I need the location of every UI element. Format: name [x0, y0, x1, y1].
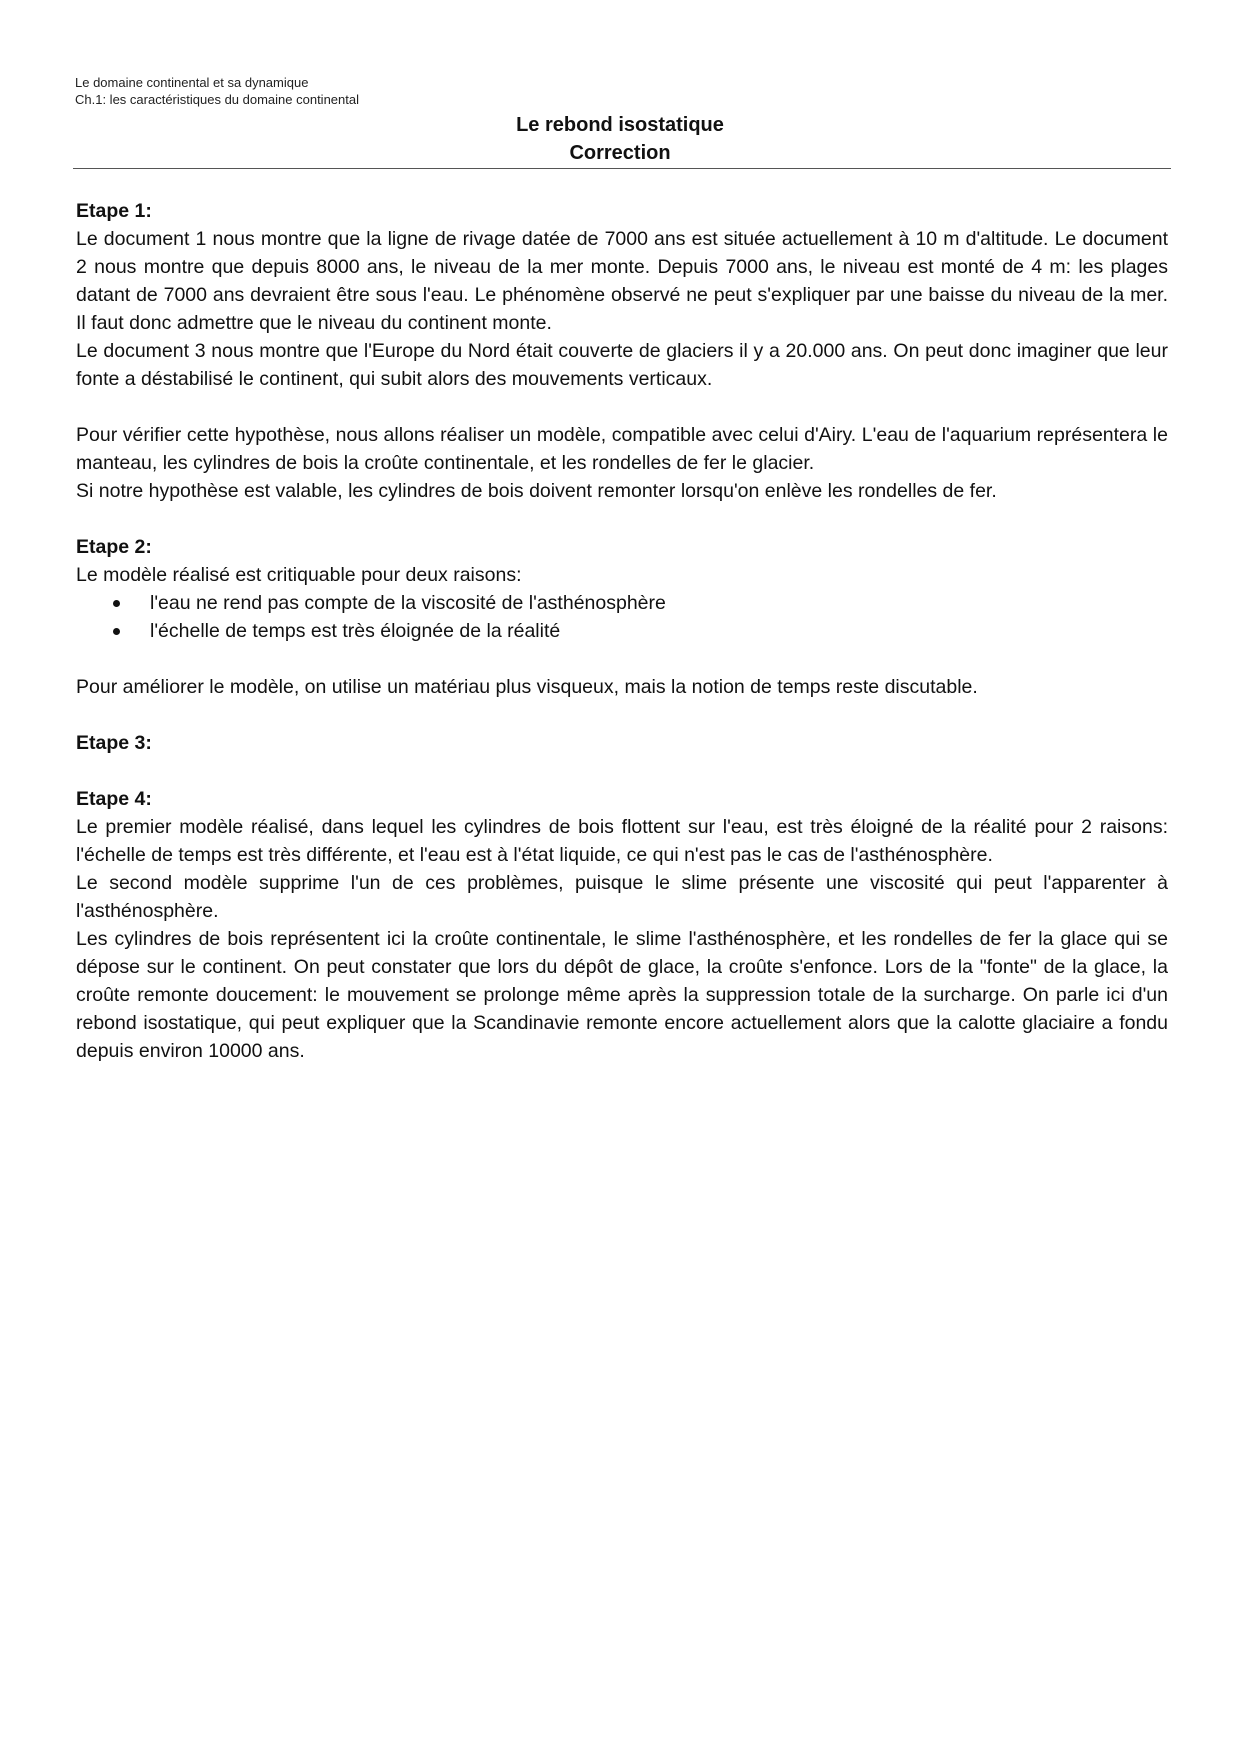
section-etape-2 [76, 533, 1168, 701]
paragraph: Si notre hypothèse est valable, les cylindres de bois doivent remonter lorsqu'on enlève les rondelles de fer. [76, 480, 997, 502]
paragraph: Le second modèle supprime l'un de ces problèmes, puisque le slime présente une viscosité qui peut l'apparenter à l'asthénosphère. [76, 872, 1168, 922]
bullet-icon [113, 628, 120, 635]
list-item [76, 617, 1168, 645]
header-chapter-title: Ch.1: les caractéristiques du domaine continental [75, 92, 359, 107]
header-course-title: Le domaine continental et sa dynamique [75, 75, 309, 90]
bullet-list [76, 589, 1168, 645]
document-header [75, 74, 359, 108]
paragraph: Le modèle réalisé est critiquable pour deux raisons: [76, 564, 522, 586]
paragraph: Le document 1 nous montre que la ligne de rivage datée de 7000 ans est située actuellement à 10 m d'altitude. Le document 2 nous montre que depuis 8000 ans, le niveau de la mer monte. Depuis 7000 ans, le niveau est monté de 4 m: les plages datant de 7000 ans devraient être sous l'eau. Le phénomène observé ne peut s'expliquer par une baisse du niveau de la mer. Il faut donc admettre que le niveau du continent monte. [76, 228, 1168, 334]
paragraph: Pour vérifier cette hypothèse, nous allons réaliser un modèle, compatible avec celui d'Airy. L'eau de l'aquarium représentera le manteau, les cylindres de bois la croûte continentale, et les rondelles de fer le glacier. [76, 424, 1168, 474]
section-heading: Etape 4: [76, 788, 152, 810]
document-body [76, 197, 1168, 1065]
section-heading: Etape 2: [76, 536, 152, 558]
section-etape-4 [76, 785, 1168, 1065]
section-heading: Etape 1: [76, 200, 152, 222]
paragraph: Les cylindres de bois représentent ici la croûte continentale, le slime l'asthénosphère, et les rondelles de fer la glace qui se dépose sur le continent. On peut constater que lors du dépôt de glace, la croûte s'enfonce. Lors de la "fonte" de la glace, la croûte remonte doucement: le mouvement se prolonge même après la suppression totale de la surcharge. On parle ici d'un rebond isostatique, qui peut expliquer que la Scandinavie remonte encore actuellement alors que la calotte glaciaire a fondu depuis environ 10000 ans. [76, 928, 1168, 1062]
list-item [76, 589, 1168, 617]
page-subtitle: Correction [569, 142, 671, 164]
paragraph: Pour améliorer le modèle, on utilise un matériau plus visqueux, mais la notion de temps reste discutable. [76, 676, 978, 698]
section-etape-3 [76, 729, 1168, 757]
list-item-text: l'eau ne rend pas compte de la viscosité de l'asthénosphère [150, 592, 666, 614]
page-title: Le rebond isostatique [516, 114, 724, 136]
bullet-icon [113, 600, 120, 607]
list-item-text: l'échelle de temps est très éloignée de la réalité [150, 620, 561, 642]
title-block [0, 111, 1240, 167]
paragraph: Le premier modèle réalisé, dans lequel les cylindres de bois flottent sur l'eau, est très éloigné de la réalité pour 2 raisons: l'échelle de temps est très différente, et l'eau est à l'état liquide, ce qui n'est pas le cas de l'asthénosphère. [76, 816, 1168, 866]
section-heading: Etape 3: [76, 732, 152, 754]
paragraph: Le document 3 nous montre que l'Europe du Nord était couverte de glaciers il y a 20.000 ans. On peut donc imaginer que leur fonte a déstabilisé le continent, qui subit alors des mouvements verticaux. [76, 340, 1168, 390]
title-divider [73, 168, 1171, 169]
section-etape-1 [76, 197, 1168, 505]
